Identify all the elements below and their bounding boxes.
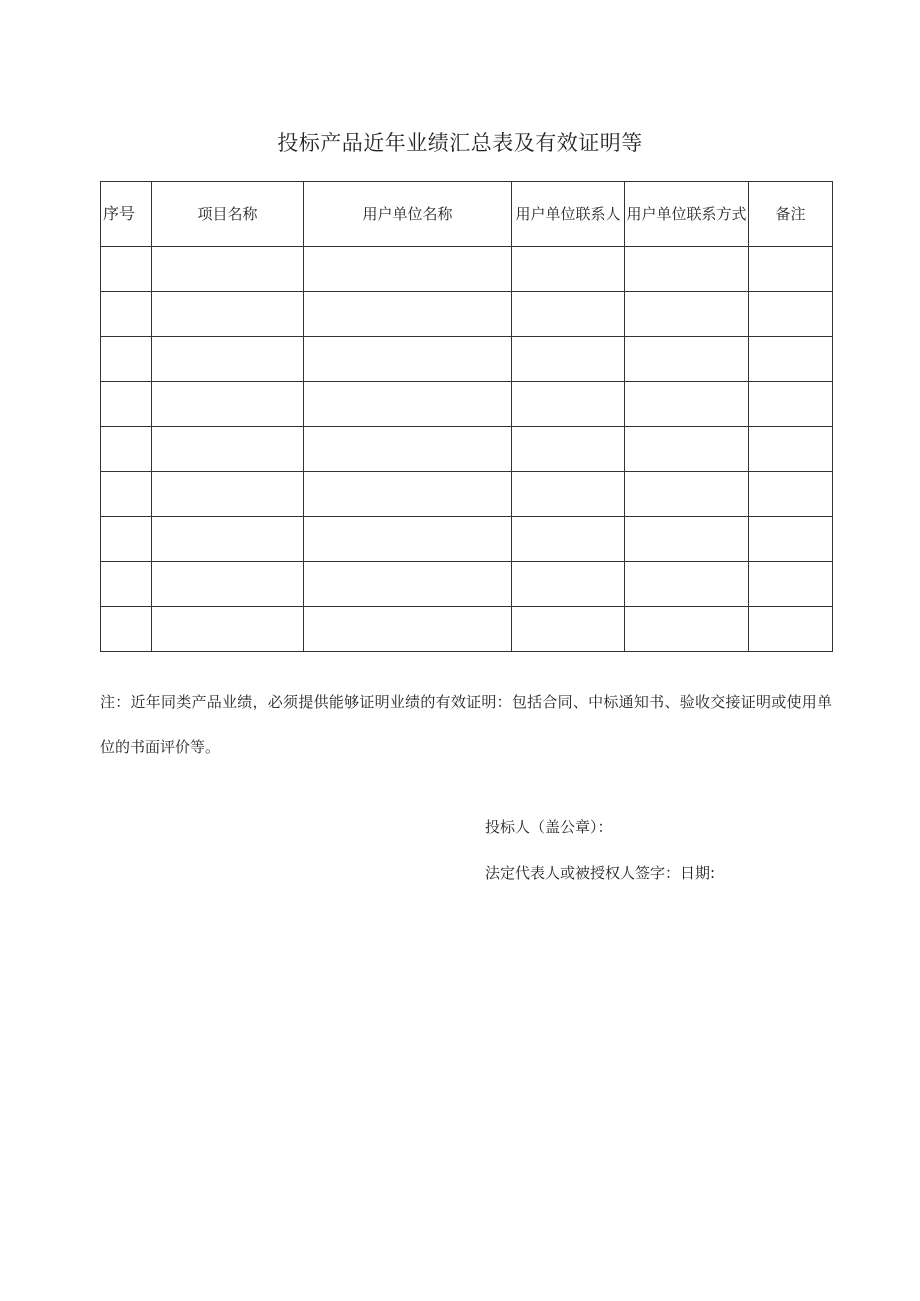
table-cell: [101, 337, 152, 382]
table-cell: [512, 292, 625, 337]
table-cell: [749, 292, 833, 337]
table-cell: [512, 562, 625, 607]
header-seq: 序号: [101, 182, 152, 247]
table-row: [101, 472, 833, 517]
table-cell: [512, 247, 625, 292]
table-cell: [512, 382, 625, 427]
table-cell: [625, 427, 749, 472]
document-title: 投标产品近年业绩汇总表及有效证明等: [277, 131, 643, 155]
table-cell: [625, 607, 749, 652]
table-body: [101, 247, 833, 652]
table-row: [101, 337, 833, 382]
header-user-contact-info: 用户单位联系方式: [625, 182, 749, 247]
table-row: [101, 382, 833, 427]
table-cell: [625, 382, 749, 427]
table-cell: [152, 382, 304, 427]
table-cell: [749, 337, 833, 382]
table-cell: [749, 472, 833, 517]
table-cell: [101, 427, 152, 472]
table-cell: [512, 517, 625, 562]
table-header-row: [101, 182, 833, 247]
table-row: [101, 427, 833, 472]
table-cell: [304, 292, 512, 337]
representative-signature-label: 法定代表人或被授权人签字：日期:: [485, 864, 716, 882]
table-cell: [749, 382, 833, 427]
table-cell: [152, 517, 304, 562]
table-cell: [101, 382, 152, 427]
table-cell: [749, 517, 833, 562]
table-cell: [304, 562, 512, 607]
bidder-seal-label: 投标人（盖公章）：: [485, 818, 613, 836]
table-row: [101, 517, 833, 562]
table-row: [101, 607, 833, 652]
header-project-name: 项目名称: [152, 182, 304, 247]
table-row: [101, 292, 833, 337]
table-cell: [625, 472, 749, 517]
table-cell: [625, 562, 749, 607]
table-cell: [625, 292, 749, 337]
table-cell: [304, 247, 512, 292]
table-row: [101, 562, 833, 607]
table-cell: [749, 427, 833, 472]
performance-summary-table: [100, 181, 833, 652]
table-cell: [152, 247, 304, 292]
table-cell: [101, 517, 152, 562]
header-user-contact-person: 用户单位联系人: [512, 182, 625, 247]
table-cell: [152, 292, 304, 337]
table-cell: [625, 247, 749, 292]
table-cell: [749, 247, 833, 292]
table-cell: [304, 607, 512, 652]
table-row: [101, 247, 833, 292]
table-cell: [152, 337, 304, 382]
header-user-unit-name: 用户单位名称: [304, 182, 512, 247]
table-cell: [625, 337, 749, 382]
table-cell: [152, 562, 304, 607]
table-cell: [152, 427, 304, 472]
table-cell: [749, 607, 833, 652]
table-cell: [625, 517, 749, 562]
table-cell: [101, 247, 152, 292]
table-cell: [304, 337, 512, 382]
table-cell: [101, 607, 152, 652]
table-cell: [101, 292, 152, 337]
table-cell: [512, 472, 625, 517]
table-cell: [101, 562, 152, 607]
table-cell: [101, 472, 152, 517]
table-cell: [512, 607, 625, 652]
note-text: 注：近年同类产品业绩，必须提供能够证明业绩的有效证明：包括合同、中标通知书、验收交接证明或使用单位的书面评价等。: [100, 693, 832, 756]
table-cell: [304, 517, 512, 562]
header-remarks: 备注: [749, 182, 833, 247]
table-cell: [512, 337, 625, 382]
table-cell: [304, 472, 512, 517]
table-cell: [749, 562, 833, 607]
table-cell: [512, 427, 625, 472]
table-cell: [304, 427, 512, 472]
table-cell: [152, 472, 304, 517]
table-cell: [304, 382, 512, 427]
table-cell: [152, 607, 304, 652]
